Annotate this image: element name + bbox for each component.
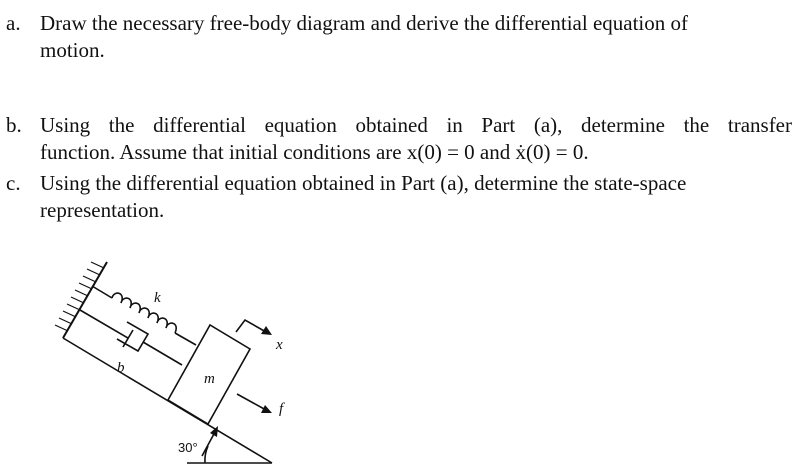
question-a-line-1: Draw the necessary free-body diagram and derive the differential equation of [40, 11, 688, 35]
spring-lead-left [92, 286, 112, 298]
displacement-arrow [236, 320, 266, 332]
damper-label: b [117, 360, 125, 376]
displacement-label: x [276, 337, 283, 353]
mass-label: m [204, 371, 215, 387]
question-c-line-2: representation. [40, 198, 165, 222]
spring-coil [112, 293, 176, 333]
question-c-letter: c. [6, 171, 21, 195]
wall-hatching [55, 262, 104, 331]
question-b-letter: b. [6, 113, 22, 137]
question-b-line-2: function. Assume that initial conditions are x(0) = 0 and ẋ(0) = 0. [40, 140, 589, 164]
damper-rod-right [143, 342, 182, 365]
angle-label: 30° [178, 440, 198, 455]
question-a-letter: a. [6, 11, 21, 35]
question-b-line-1: Using the differential equation obtained in Part (a), determine the transfer [40, 113, 792, 137]
force-arrow [237, 394, 266, 410]
wall [63, 262, 107, 338]
damper-cylinder [117, 322, 148, 351]
question-a-line-2: motion. [40, 38, 105, 62]
question-c-line-1: Using the differential equation obtained in Part (a), determine the state-space [40, 171, 687, 195]
force-label: f [279, 401, 284, 417]
damper-rod-left [80, 310, 128, 338]
angle-pointer [202, 432, 215, 456]
spring-lead-right [175, 333, 196, 345]
spring-label: k [154, 290, 161, 306]
